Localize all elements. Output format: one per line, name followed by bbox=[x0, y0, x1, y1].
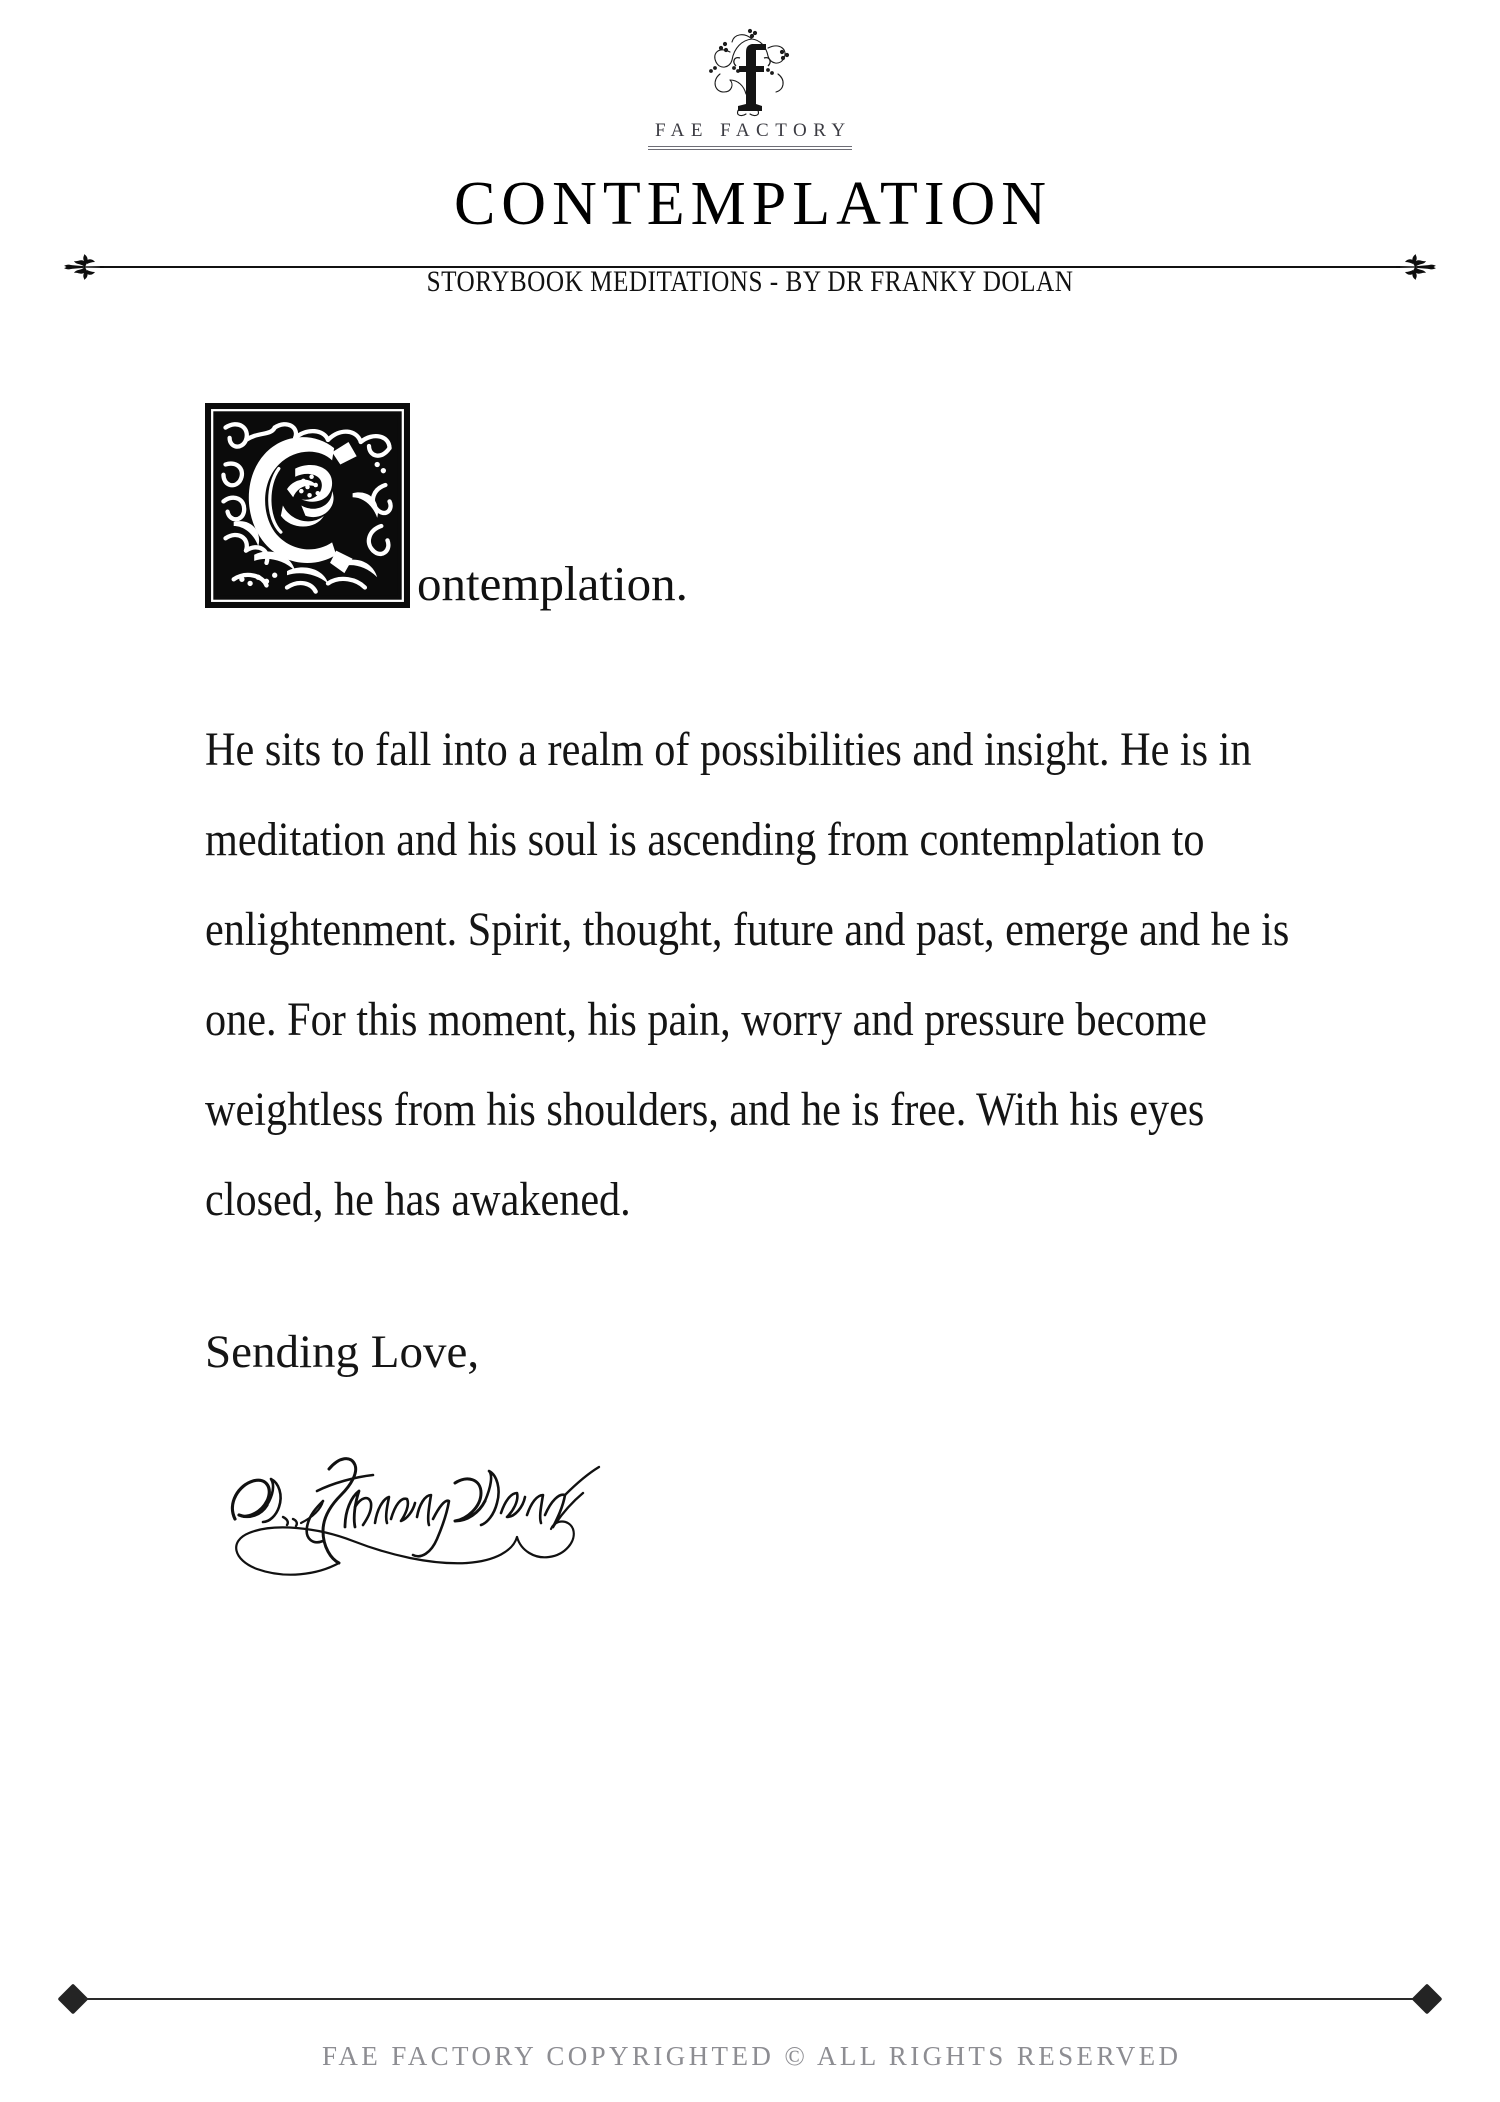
handwritten-signature-icon bbox=[205, 1423, 625, 1588]
masthead bbox=[0, 0, 1500, 299]
ornate-letter-f-logo-icon bbox=[690, 22, 810, 118]
divider-line bbox=[84, 1998, 1416, 2000]
fleuron-ornament-right-icon bbox=[1396, 254, 1438, 280]
footer-divider bbox=[62, 1988, 1438, 2010]
fleuron-ornament-left-icon bbox=[62, 254, 104, 280]
diamond-ornament-right-icon bbox=[1411, 1983, 1442, 2014]
dropcap-block bbox=[205, 395, 1300, 610]
brand-wordmark: FAE FACTORY bbox=[648, 120, 851, 147]
page-subtitle: STORYBOOK MEDITATIONS - BY DR FRANKY DOLAN bbox=[426, 265, 1074, 298]
illuminated-capital-c-icon bbox=[205, 403, 410, 608]
copyright-notice: FAE FACTORY COPYRIGHTED © ALL RIGHTS RESERVED bbox=[321, 2041, 1182, 2071]
article-body bbox=[205, 395, 1300, 1588]
article-paragraph: He sits to fall into a realm of possibilities and insight. He is in meditation and his soul is ascending from contemplation to enlightenment. Spirit, thought, future and past, emerge and he is one. For this moment, his pain, worry and pressure become weightless from his shoulders, and he is free. With his eyes closed, he has awakened. bbox=[205, 723, 1290, 1226]
article-signoff: Sending Love, bbox=[205, 1326, 480, 1378]
article-lede: ontemplation. bbox=[417, 556, 688, 611]
page-title: CONTEMPLATION bbox=[453, 170, 1053, 238]
